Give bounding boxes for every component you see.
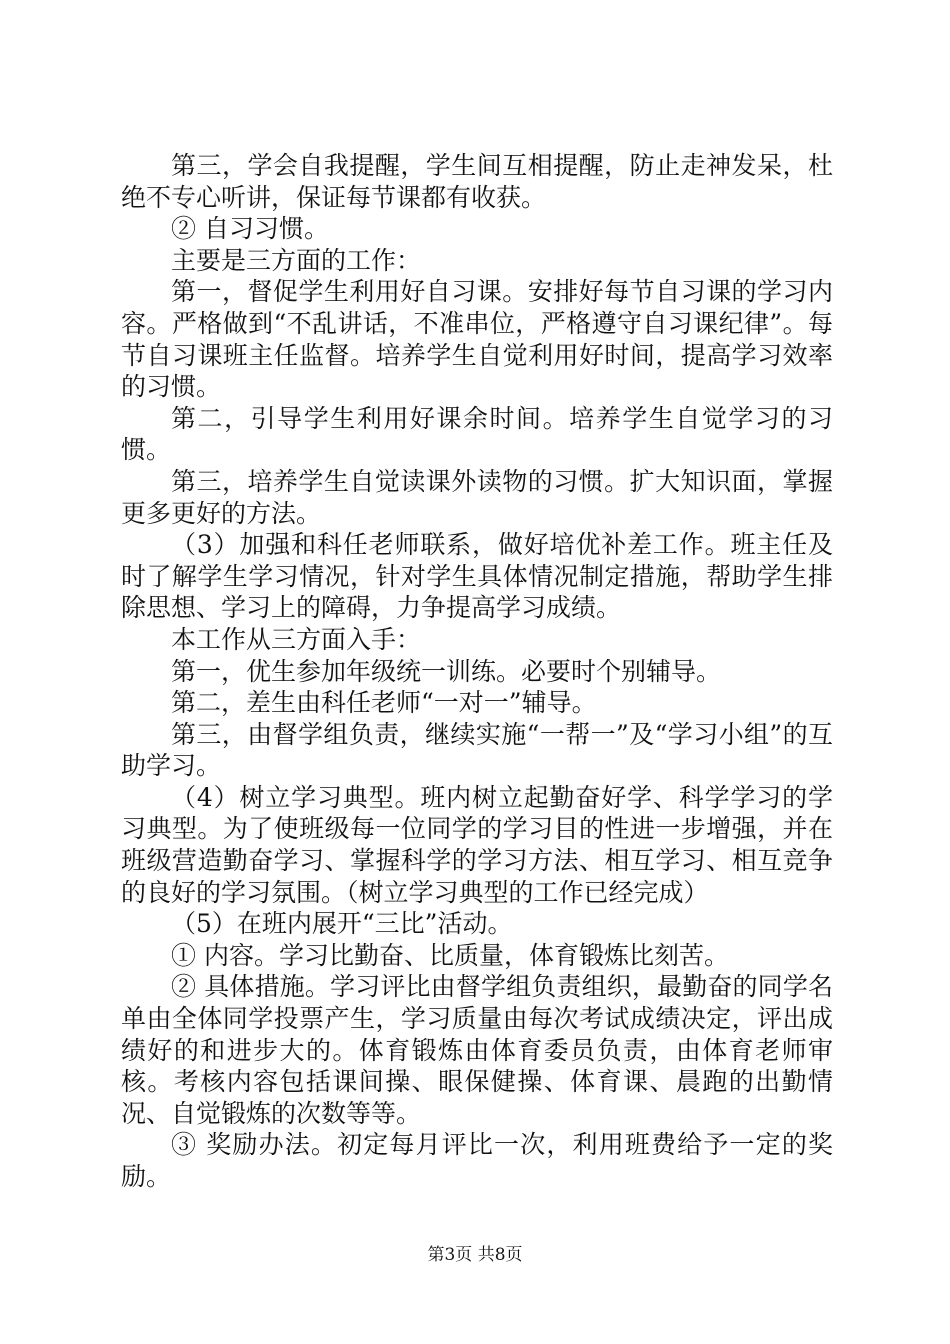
page-footer — [0, 1240, 950, 1265]
paragraph: 第二，引导学生利用好课余时间。培养学生自觉学习的习惯。 — [121, 403, 833, 465]
paragraph: 第二，差生由科任老师“一对一”辅导。 — [171, 688, 597, 718]
paragraph: 第一，优生参加年级统一训练。必要时个别辅导。 — [171, 656, 722, 686]
paragraph: 第三，学会自我提醒，学生间互相提醒，防止走神发呆，杜绝不专心听讲，保证每节课都有收获。 — [121, 151, 833, 212]
paragraph: 第三，培养学生自觉读课外读物的习惯。扩大知识面，掌握更多更好的方法。 — [121, 466, 833, 528]
paragraph: （4）树立学习典型。班内树立起勤奋好学、科学学习的学习典型。为了使班级每一位同学的学习目的性进一步增强，并在班级营造勤奋学习、掌握科学的学习方法、相互学习、相互竞争的良好的学习氛围。（树立学习典型的工作已经完成） — [121, 782, 833, 907]
page-number: 第3页 共8页 — [427, 1245, 523, 1265]
paragraph: ① 内容。学习比勤奋、比质量，体育锻炼比刻苦。 — [171, 940, 729, 970]
paragraph: （5）在班内展开“三比”活动。 — [171, 909, 513, 939]
paragraph: ③ 奖励办法。初定每月评比一次，利用班费给予一定的奖励。 — [121, 1130, 833, 1191]
paragraph: 本工作从三方面入手： — [171, 624, 422, 654]
paragraph: 第一，督促学生利用好自习课。安排好每节自习课的学习内容。严格做到“不乱讲话，不准串位，严格遵守自习课纪律”。每节自习课班主任监督。培养学生自觉利用好时间，提高学习效率的习惯。 — [121, 277, 833, 402]
paragraph: 主要是三方面的工作： — [171, 245, 422, 275]
paragraph: ② 自习习惯。 — [171, 214, 329, 244]
paragraph: ② 具体措施。学习评比由督学组负责组织，最勤奋的同学名单由全体同学投票产生，学习质量由每次考试成绩决定，评出成绩好的和进步大的。体育锻炼由体育委员负责，由体育老师审核。考核内容包括课间操、眼保健操、体育课、晨跑的出勤情况、自觉锻炼的次数等等。 — [121, 972, 833, 1128]
paragraph: （3）加强和科任老师联系，做好培优补差工作。班主任及时了解学生学习情况，针对学生具体情况制定措施，帮助学生排除思想、学习上的障碍，力争提高学习成绩。 — [121, 530, 833, 623]
document-body — [121, 150, 833, 1193]
paragraph: 第三，由督学组负责，继续实施“一帮一”及“学习小组”的互助学习。 — [121, 719, 833, 781]
